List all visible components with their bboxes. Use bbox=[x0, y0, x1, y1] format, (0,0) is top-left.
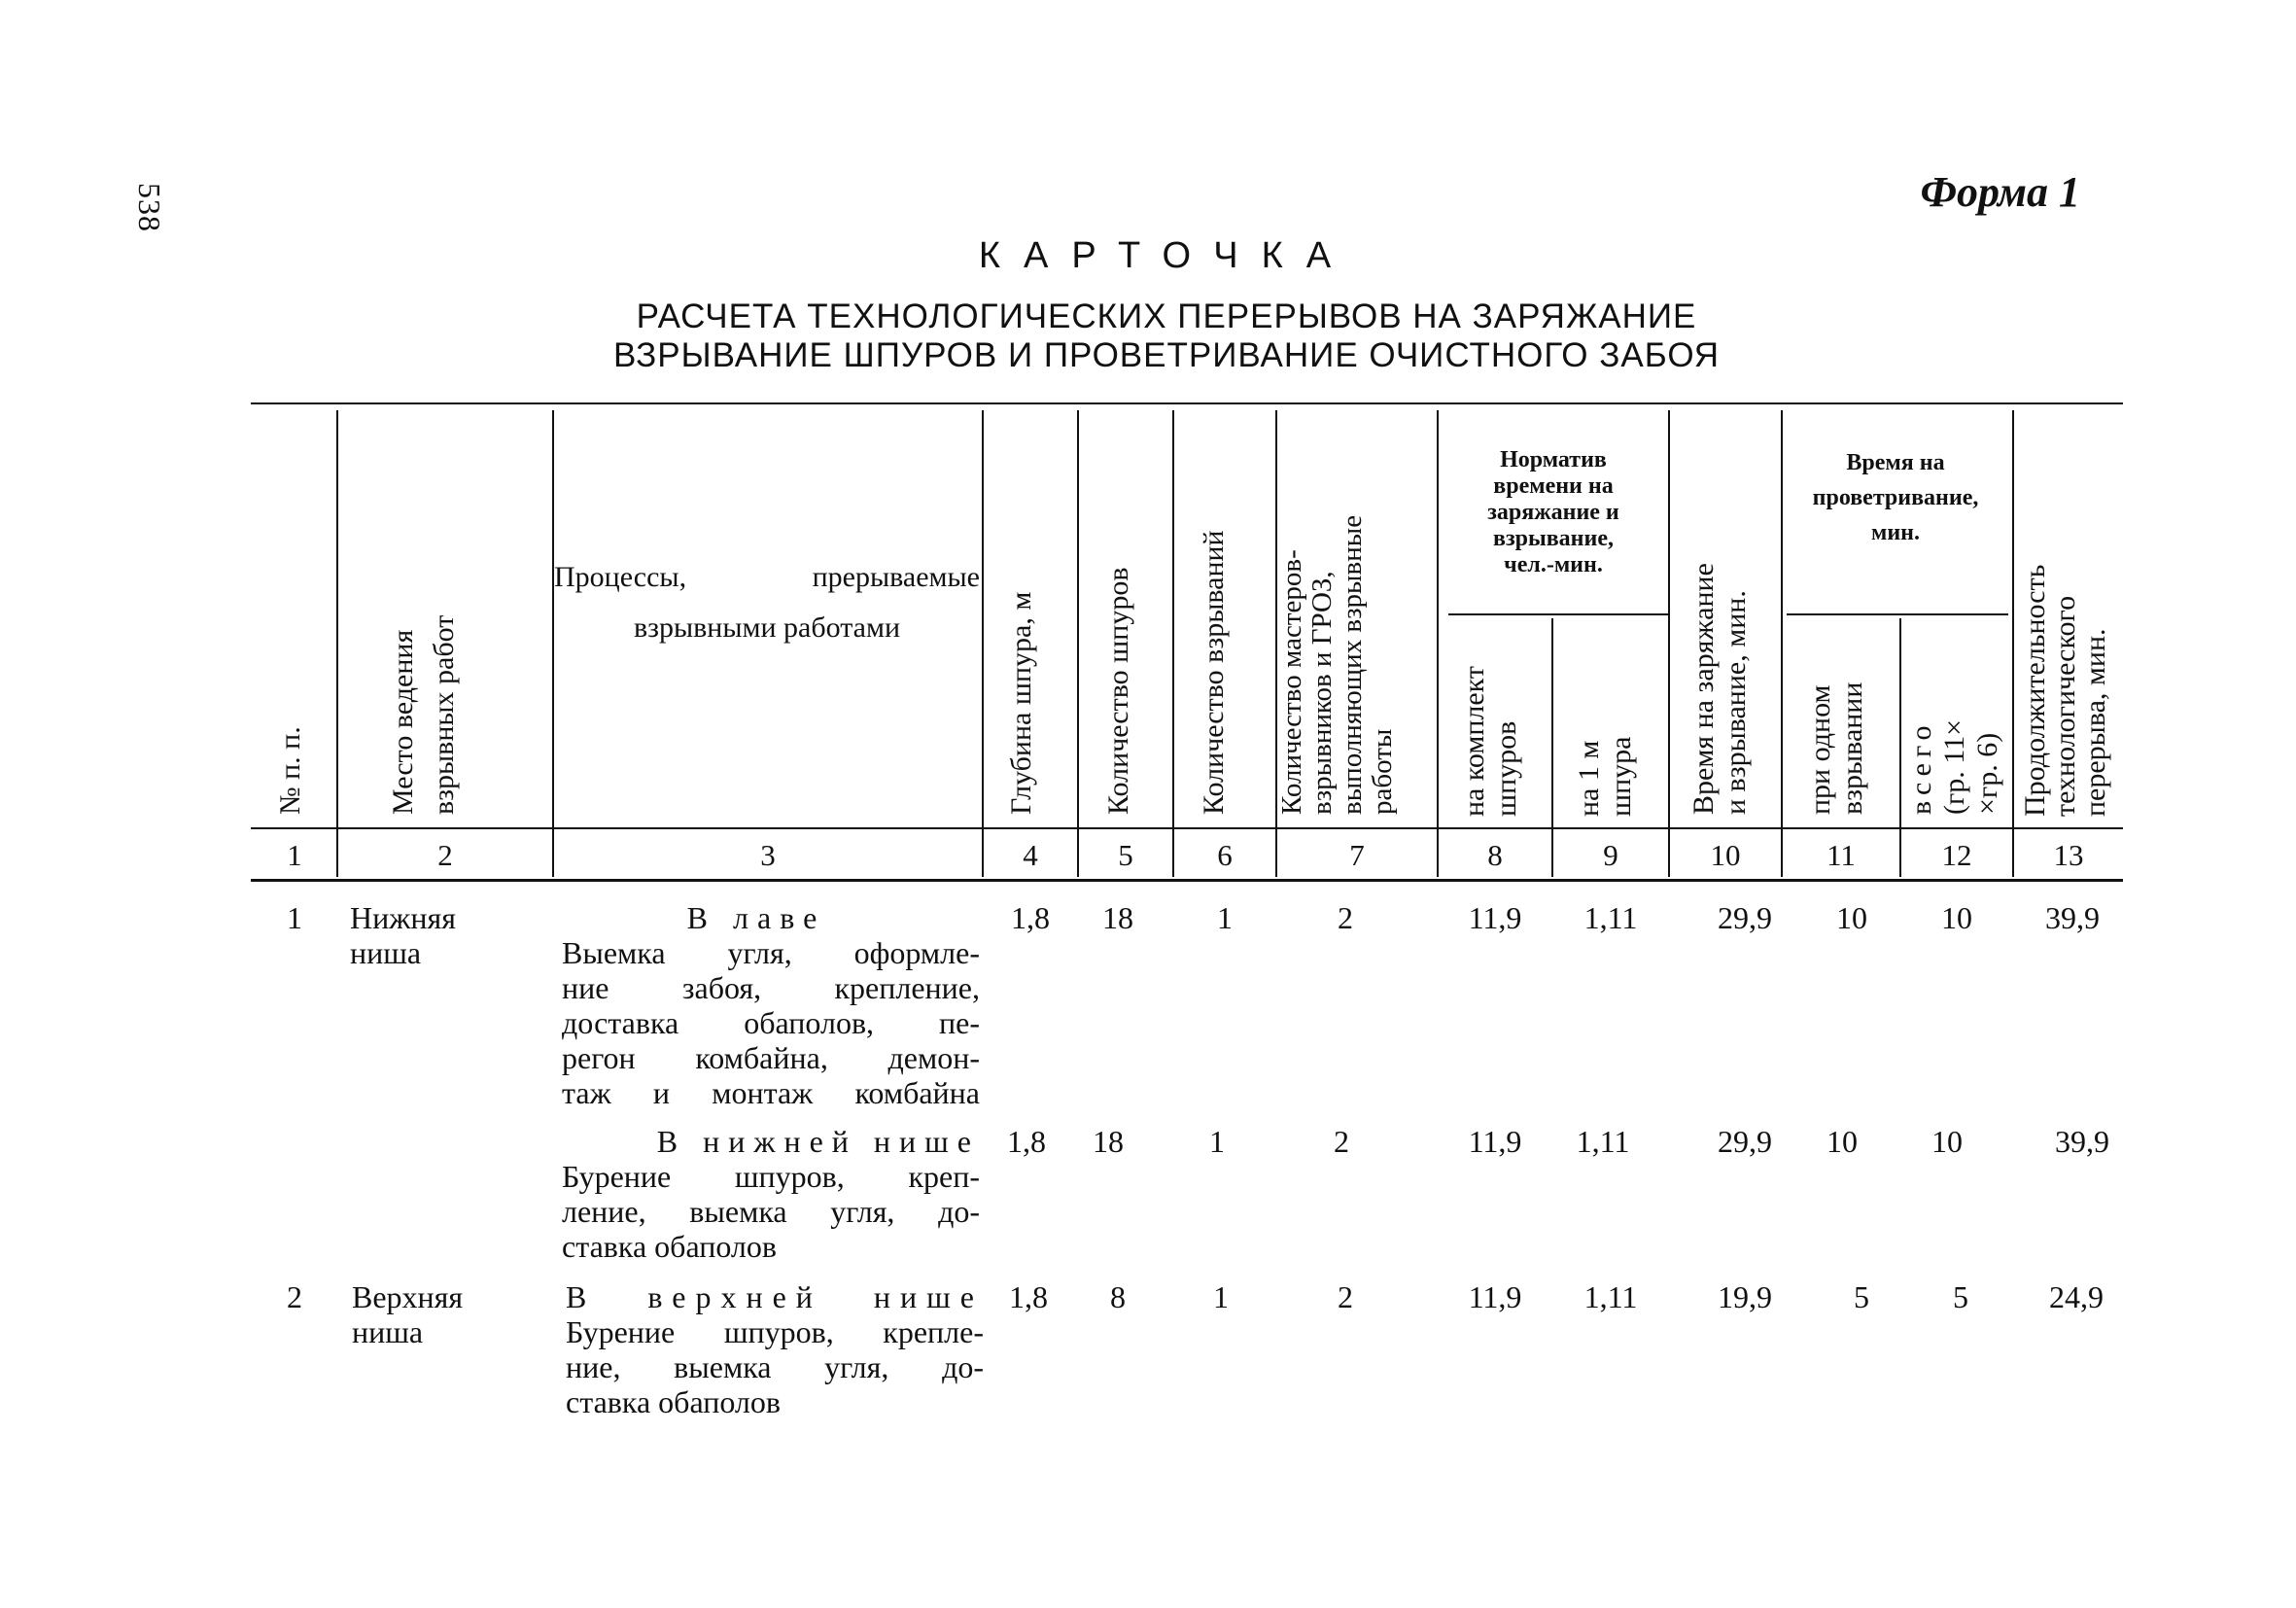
row-norm-set: 11,9 bbox=[1468, 1279, 1522, 1314]
column-number: 2 bbox=[437, 838, 453, 872]
column-number: 13 bbox=[2053, 838, 2084, 872]
row-vent-total: 10 bbox=[1931, 1124, 1963, 1159]
row-time-charge: 19,9 bbox=[1718, 1279, 1772, 1314]
col-divider-10 bbox=[1781, 410, 1783, 877]
row-workers: 2 bbox=[1338, 1279, 1353, 1314]
column-number: 1 bbox=[287, 838, 302, 872]
column-number: 12 bbox=[1941, 838, 1972, 872]
header-col-11: при одном взрывании bbox=[1804, 682, 1868, 815]
row-number: 2 bbox=[287, 1279, 302, 1314]
column-number: 6 bbox=[1217, 838, 1233, 872]
row-place: Верхняя ниша bbox=[352, 1279, 464, 1349]
header-bottom-rule bbox=[251, 879, 2123, 882]
row-vent-one: 5 bbox=[1854, 1279, 1869, 1314]
header-col-5: Количество шпуров bbox=[1102, 567, 1134, 815]
row-norm-m: 1,11 bbox=[1583, 900, 1638, 935]
column-number: 9 bbox=[1603, 838, 1618, 872]
header-col-2: Место ведения взрывных работ bbox=[387, 614, 460, 815]
header-norm-group: Норматив времени на заряжание и взрывание, чел.-мин. bbox=[1487, 447, 1619, 577]
row-duration: 39,9 bbox=[2055, 1124, 2109, 1159]
row-vent-total: 5 bbox=[1953, 1279, 1968, 1314]
row-norm-set: 11,9 bbox=[1468, 900, 1522, 935]
row-blasts: 1 bbox=[1217, 900, 1233, 935]
column-number: 5 bbox=[1118, 838, 1133, 872]
col-divider-12 bbox=[2012, 410, 2014, 877]
column-number: 3 bbox=[760, 838, 776, 872]
col-divider-5 bbox=[1172, 410, 1174, 877]
row-vent-one: 10 bbox=[1826, 1124, 1858, 1159]
header-col-13: Продолжительность технологического перерыва, мин. bbox=[2019, 564, 2111, 817]
row-norm-m: 1,11 bbox=[1576, 1124, 1630, 1159]
subtitle-line-2: ВЗРЫВАНИЕ ШПУРОВ И ПРОВЕТРИВАНИЕ ОЧИСТНОГО ЗАБОЯ bbox=[612, 336, 1721, 374]
row-duration: 24,9 bbox=[2049, 1279, 2104, 1314]
header-col-10: Время на заряжание и взрывание, мин. bbox=[1687, 563, 1752, 815]
row-blasts: 1 bbox=[1213, 1279, 1229, 1314]
card-subtitle bbox=[408, 297, 1925, 375]
card-title: КАРТОЧКА bbox=[978, 235, 1355, 276]
header-col-9: на 1 м шпура bbox=[1573, 736, 1637, 817]
table-top-rule bbox=[251, 402, 2123, 404]
header-col-12: всего (гр. 11× ×гр. 6) bbox=[1905, 718, 2003, 815]
header-col-8: на комплект шпуров bbox=[1458, 666, 1522, 817]
header-vent-group: Время на проветривание, мин. bbox=[1812, 450, 1979, 545]
col-divider-7 bbox=[1437, 410, 1439, 877]
page-number: 538 bbox=[132, 183, 167, 232]
row-norm-set: 11,9 bbox=[1468, 1124, 1522, 1159]
header-col-6: Количество взрываний bbox=[1198, 530, 1230, 815]
row-depth: 1,8 bbox=[1011, 900, 1050, 935]
row-time-charge: 29,9 bbox=[1718, 900, 1772, 935]
row-workers: 2 bbox=[1338, 900, 1353, 935]
row-processes: В верхней нише Бурение шпуров, крепле- ние, выемка угля, до- ставка обаполов bbox=[566, 1279, 984, 1419]
form-label: Форма 1 bbox=[1920, 168, 2080, 216]
row-processes: В нижней нише Бурение шпуров, креп- ление, выемка угля, до- ставка обаполов bbox=[562, 1124, 980, 1264]
header-col-4: Глубина шпура, м bbox=[1005, 591, 1037, 815]
row-depth: 1,8 bbox=[1009, 1279, 1048, 1314]
row-number: 1 bbox=[287, 900, 302, 935]
row-vent-total: 10 bbox=[1941, 900, 1972, 935]
row-vent-one: 10 bbox=[1836, 900, 1867, 935]
row-holes: 18 bbox=[1102, 900, 1133, 935]
col-divider-3 bbox=[982, 410, 984, 877]
column-number: 11 bbox=[1826, 838, 1856, 872]
row-duration: 39,9 bbox=[2045, 900, 2100, 935]
column-number: 4 bbox=[1023, 838, 1038, 872]
column-number: 7 bbox=[1349, 838, 1365, 872]
row-depth: 1,8 bbox=[1007, 1124, 1046, 1159]
column-number: 8 bbox=[1487, 838, 1503, 872]
subtitle-line-1: РАСЧЕТА ТЕХНОЛОГИЧЕСКИХ ПЕРЕРЫВОВ НА ЗАРЯЖАНИЕ bbox=[636, 297, 1697, 335]
col-divider-9 bbox=[1668, 410, 1670, 877]
header-col-1: № п. п. bbox=[274, 726, 306, 815]
row-norm-m: 1,11 bbox=[1583, 1279, 1638, 1314]
header-col-3: Процессы, прерываемые взрывными работами bbox=[554, 561, 980, 644]
row-holes: 18 bbox=[1093, 1124, 1124, 1159]
row-holes: 8 bbox=[1110, 1279, 1126, 1314]
row-processes: В лаве Выемка угля, оформле- ние забоя, крепление, доставка обаполов, пе- регон комбайна, демон- таж и монтаж комбайна bbox=[562, 900, 980, 1110]
header-col-7: Количество мастеров- взрывников и ГРОЗ, выполняющих взрывные работы bbox=[1276, 514, 1398, 815]
column-number: 10 bbox=[1710, 838, 1741, 872]
col-divider-1 bbox=[336, 410, 338, 877]
header-number-rule bbox=[251, 827, 2123, 829]
row-place: Нижняя ниша bbox=[350, 900, 456, 970]
row-workers: 2 bbox=[1334, 1124, 1349, 1159]
row-blasts: 1 bbox=[1209, 1124, 1225, 1159]
row-time-charge: 29,9 bbox=[1718, 1124, 1772, 1159]
col-divider-2 bbox=[552, 410, 554, 877]
col-divider-4 bbox=[1077, 410, 1079, 877]
